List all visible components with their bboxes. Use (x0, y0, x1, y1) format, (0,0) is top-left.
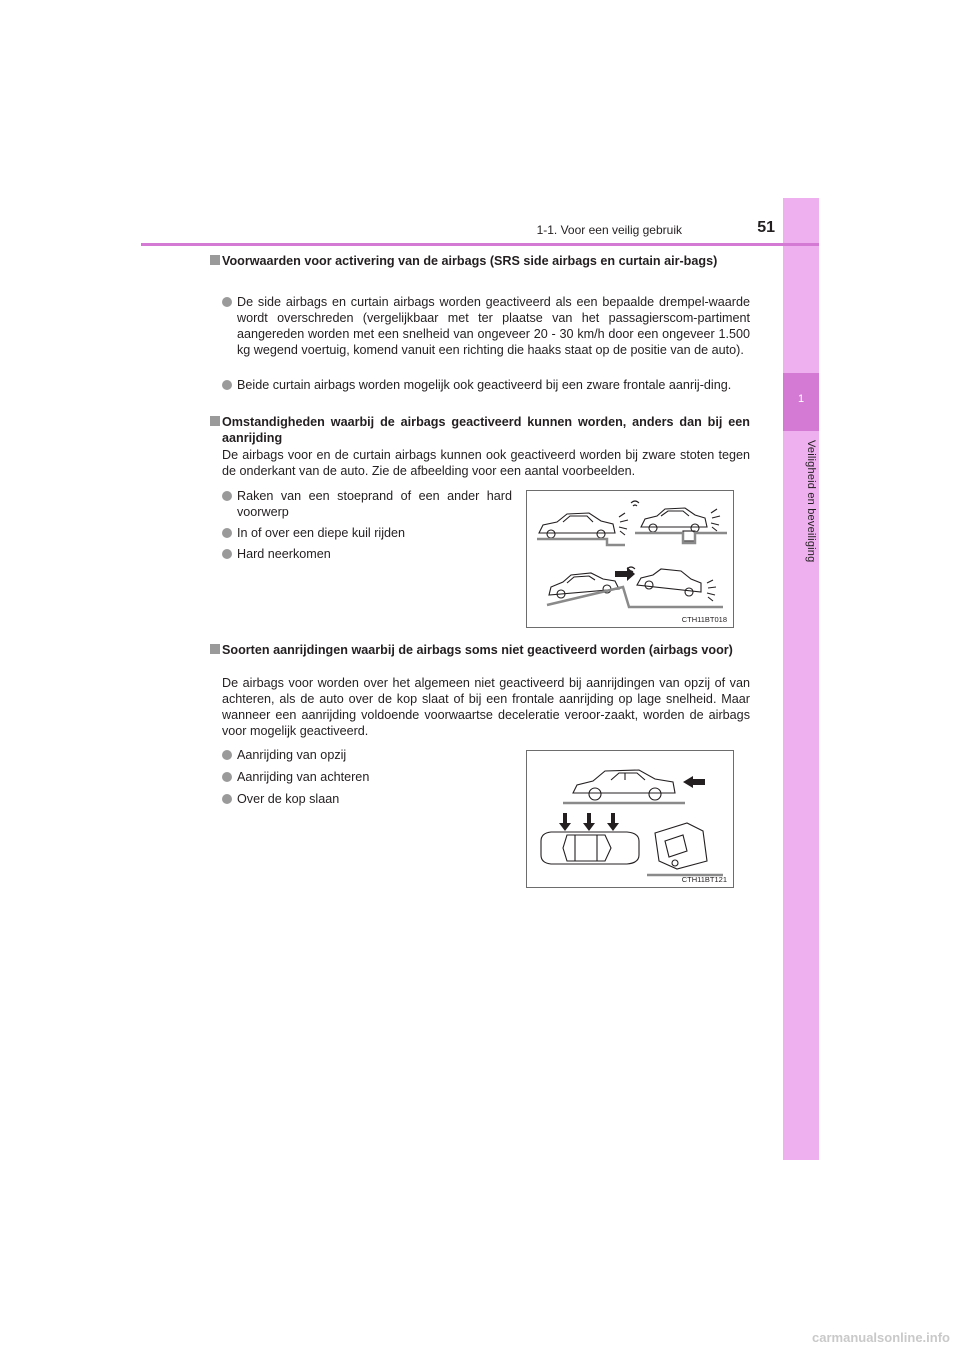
section-heading: Omstandigheden waarbij de airbags geactiveerd kunnen worden, anders dan bij een aanrijding (210, 414, 750, 446)
list-item: Hard neerkomen (222, 546, 512, 562)
circle-bullet-icon (222, 297, 232, 307)
illustration-curb-pothole-landing (526, 490, 734, 628)
paragraph: De airbags voor en de curtain airbags kunnen ook geactiveerd worden bij zware stoten tegen de onderkant van de auto. Zie de afbeelding voor een aantal voorbeelden. (222, 448, 750, 478)
circle-bullet-icon (222, 794, 232, 804)
illustration-side-rear-rollover (526, 750, 734, 888)
circle-bullet-icon (222, 491, 232, 501)
square-bullet-icon (210, 255, 220, 265)
paragraph: De airbags voor worden over het algemeen niet geactiveerd bij aanrijdingen van opzij of van achteren, als de auto over de kop slaat of bij een frontale aanrijding op lage snelheid. Maar wanneer een aanrijding voldoende voorwaartse deceleratie veroor-zaakt, worden de airbags voor mogelijk geactiveerd. (222, 676, 750, 738)
list-item: Aanrijding van achteren (222, 769, 492, 785)
list-item: Over de kop slaan (222, 791, 492, 807)
section-heading: Soorten aanrijdingen waarbij de airbags soms niet geactiveerd worden (airbags voor) (210, 642, 750, 658)
list-item: Aanrijding van opzij (222, 747, 492, 763)
car-impact-illustration (527, 491, 733, 627)
square-bullet-icon (210, 644, 220, 654)
circle-bullet-icon (222, 528, 232, 538)
figure-code: CTH11BT121 (681, 875, 727, 884)
list-item: De side airbags en curtain airbags worden geactiveerd als een bepaalde drempel-waarde wordt overschreden (vergelijkbaar met ter plaatse van het passagierscom-partiment aangereden worden met een snelheid van ongeveer 20 - 30 km/h door een ongeveer 1.500 kg wegend voertuig, komend vanuit een richting die haaks staat op de positie van de auto). (222, 294, 750, 358)
circle-bullet-icon (222, 380, 232, 390)
list-item: In of over een diepe kuil rijden (222, 525, 512, 541)
arrow-left-icon (683, 776, 705, 788)
list-item: Beide curtain airbags worden mogelijk ook geactiveerd bij een zware frontale aanrij-ding. (222, 377, 750, 393)
section-title: 1-1. Voor een veilig gebruik (536, 223, 682, 237)
circle-bullet-icon (222, 549, 232, 559)
section-heading: Voorwaarden voor activering van de airbags (SRS side airbags en curtain air-bags) (210, 253, 750, 269)
chapter-title: Veiligheid en beveiliging (805, 440, 817, 563)
chapter-sidebar (783, 198, 819, 1160)
arrow-right-icon (615, 567, 635, 581)
chapter-number: 1 (797, 393, 805, 405)
header-rule (141, 243, 819, 246)
square-bullet-icon (210, 416, 220, 426)
arrow-down-icon (583, 813, 595, 831)
figure-code: CTH11BT018 (681, 615, 727, 624)
collision-types-illustration (527, 751, 733, 887)
circle-bullet-icon (222, 750, 232, 760)
circle-bullet-icon (222, 772, 232, 782)
footer-watermark: carmanualsonline.info (812, 1330, 950, 1345)
list-item: Raken van een stoeprand of een ander hard voorwerp (222, 488, 512, 520)
page-number: 51 (757, 219, 775, 236)
arrow-down-icon (559, 813, 571, 831)
arrow-down-icon (607, 813, 619, 831)
